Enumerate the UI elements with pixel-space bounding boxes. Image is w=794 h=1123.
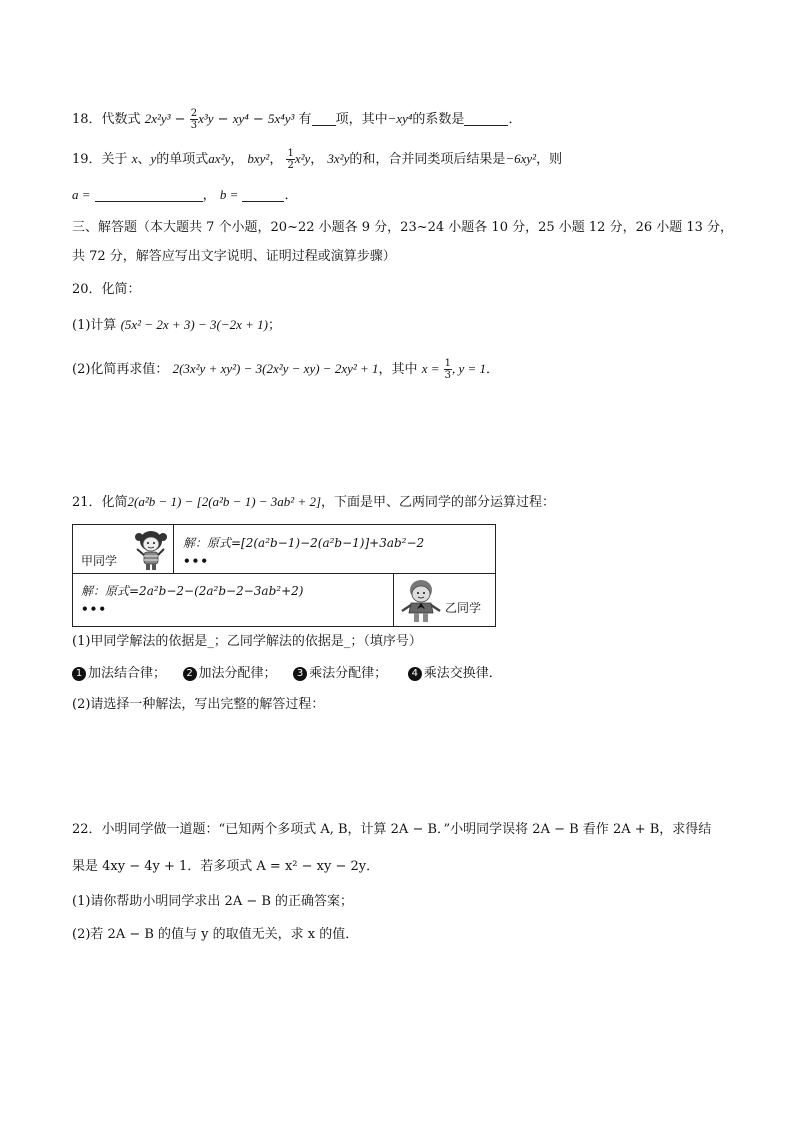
q21-number: 21．化简 [72,495,128,510]
option-1-marker: 1 [72,667,86,681]
q20-part-1 [72,315,281,336]
q18-text-terms: 项，其中 [335,112,388,127]
q19-text-result: 的和，合并同类项后结果是 [349,152,506,167]
q21-expr: 2(a²b − 1) − [2(a²b − 1) − 3ab² + 2] [127,494,322,509]
q19-mono1: ax²y [208,151,231,166]
option-1: 加法结合律； [88,666,167,681]
q20-part-2 [72,358,499,381]
q18-prefix: 代数式 [101,112,141,127]
q20-p1-end: ； [267,318,281,333]
option-2: 加法分配律； [198,666,277,681]
q19-end: ． [284,188,298,203]
q20-p1-label: (1)计算 [72,318,117,333]
q18-text-coef: 的系数是 [412,112,465,127]
q19-fraction: $\frac{1}{2}$ [287,148,294,171]
q21-title [72,492,555,513]
q19-b-label: b = [219,187,239,202]
q18-blank-coef[interactable] [464,112,508,126]
student-b-label: 乙同学 [445,601,482,615]
boy-illustration [399,577,443,623]
q21-part-1: (1)甲同学解法的依据是_；乙同学解法的依据是_；（填序号） [72,634,422,649]
q18-term-d: 5x⁴y³ [267,111,295,126]
q18-fraction: $\frac{2}{3}$ [190,108,198,131]
q19-mono4: 3x²y [327,151,350,166]
question-19: 19．关于 x、y的单项式ax²y， bxy²， $\frac{1}{2}$ x²y， 3x²y的和，合并同类项后结果是−6xy²，则 [72,148,563,171]
q21-options [72,664,502,684]
table-divider [173,525,174,573]
student-a-work: 解：原式=[2(a²b−1)−2(a²b−1)]+3ab²−2 [183,536,425,550]
student-b-dots: ••• [81,602,108,616]
option-3-marker: 3 [293,667,307,681]
q20-p2-expr: 2(3x²y + xy²) − 3(2x²y − xy) − 2xy² + 1 [172,361,379,376]
q18-term-e: −xy⁴ [387,111,413,126]
q19-sep: 、 [137,152,151,167]
q19-var-y: y [150,151,157,166]
option-4-marker: 4 [408,667,422,681]
option-2-marker: 2 [183,667,197,681]
option-4: 乘法交换律． [423,666,502,681]
girl-illustration [131,529,171,571]
q19-text-then: ，则 [536,152,563,167]
q21-tail: ，下面是甲、乙两同学的部分运算过程： [321,495,556,510]
q22-part-2: (2)若 2A − B 的值与 y 的取值无关，求 x 的值． [72,927,359,942]
student-b-work: 解：原式=2a²b−2−(2a²b−2−3ab²+2) [81,584,304,598]
q20-fraction: $\frac{1}{3}$ [444,358,451,381]
q18-term-c: xy⁴ [232,111,249,126]
q19-mono3: x²y [294,151,311,166]
q18-blank-count[interactable] [312,112,336,126]
question-18: 18．代数式 2x²y³ − $\frac{2}{3}$ x³y − xy⁴ − 5x⁴y³ 有 项，其中−xy⁴的系数是 ． [72,108,522,131]
q19-var-x: x [131,151,138,166]
q19-blank-a[interactable] [95,188,203,202]
q18-end: ． [508,112,522,127]
q19-a-label: a = [72,187,91,202]
q19-blank-b[interactable] [242,188,284,202]
q22-line-2: 果是 4xy − 4y + 1．若多项式 A = x² − xy − 2y． [72,859,380,874]
q21-part-2: (2)请选择一种解法，写出完整的解答过程： [72,697,325,712]
table-divider [393,574,394,626]
q18-text-have: 有 [298,112,312,127]
option-3: 乘法分配律； [309,666,388,681]
q19-mono2: bxy² [247,151,270,166]
q22-line-1: 22．小明同学做一道题：“已知两个多项式 A, B，计算 2A − B．”小明同学误将 2A − B 看作 2A + B，求得结 [72,822,712,837]
solution-table [72,524,496,627]
question-19-answers: a = ， b = ． [72,187,298,203]
q18-term-a: 2x²y³ [144,111,171,126]
q19-about: 关于 [101,152,128,167]
q20-title: 20．化简： [72,282,141,297]
q20-p2-label: (2)化简再求值： [72,362,169,377]
q18-term-b: x³y [198,111,214,126]
section-3-heading-cont: 共 72 分，解答应写出文字说明、证明过程或演算步骤） [72,249,396,264]
q20-end: ． [486,362,500,377]
q20-p2-where: ，其中 [378,362,418,377]
student-a-dots: ••• [183,554,210,568]
section-3-heading: 三、解答题（本大题共 7 个小题，20~22 小题各 9 分，23~24 小题各 10 分，25 小题 12 分，26 小题 13 分， [72,220,734,235]
q22-part-1: (1)请你帮助小明同学求出 2A − B 的正确答案； [72,894,354,909]
q19-text-monomials: 的单项式 [156,152,209,167]
q20-p2-x: x = [421,361,440,376]
q19-number: 19． [72,152,102,167]
q20-p2-y: , y = 1 [452,361,487,376]
q18-number: 18． [72,112,102,127]
q20-p1-expr: (5x² − 2x + 3) − 3(−2x + 1) [120,317,268,332]
student-a-label: 甲同学 [81,554,118,568]
q19-result: −6xy² [505,151,537,166]
